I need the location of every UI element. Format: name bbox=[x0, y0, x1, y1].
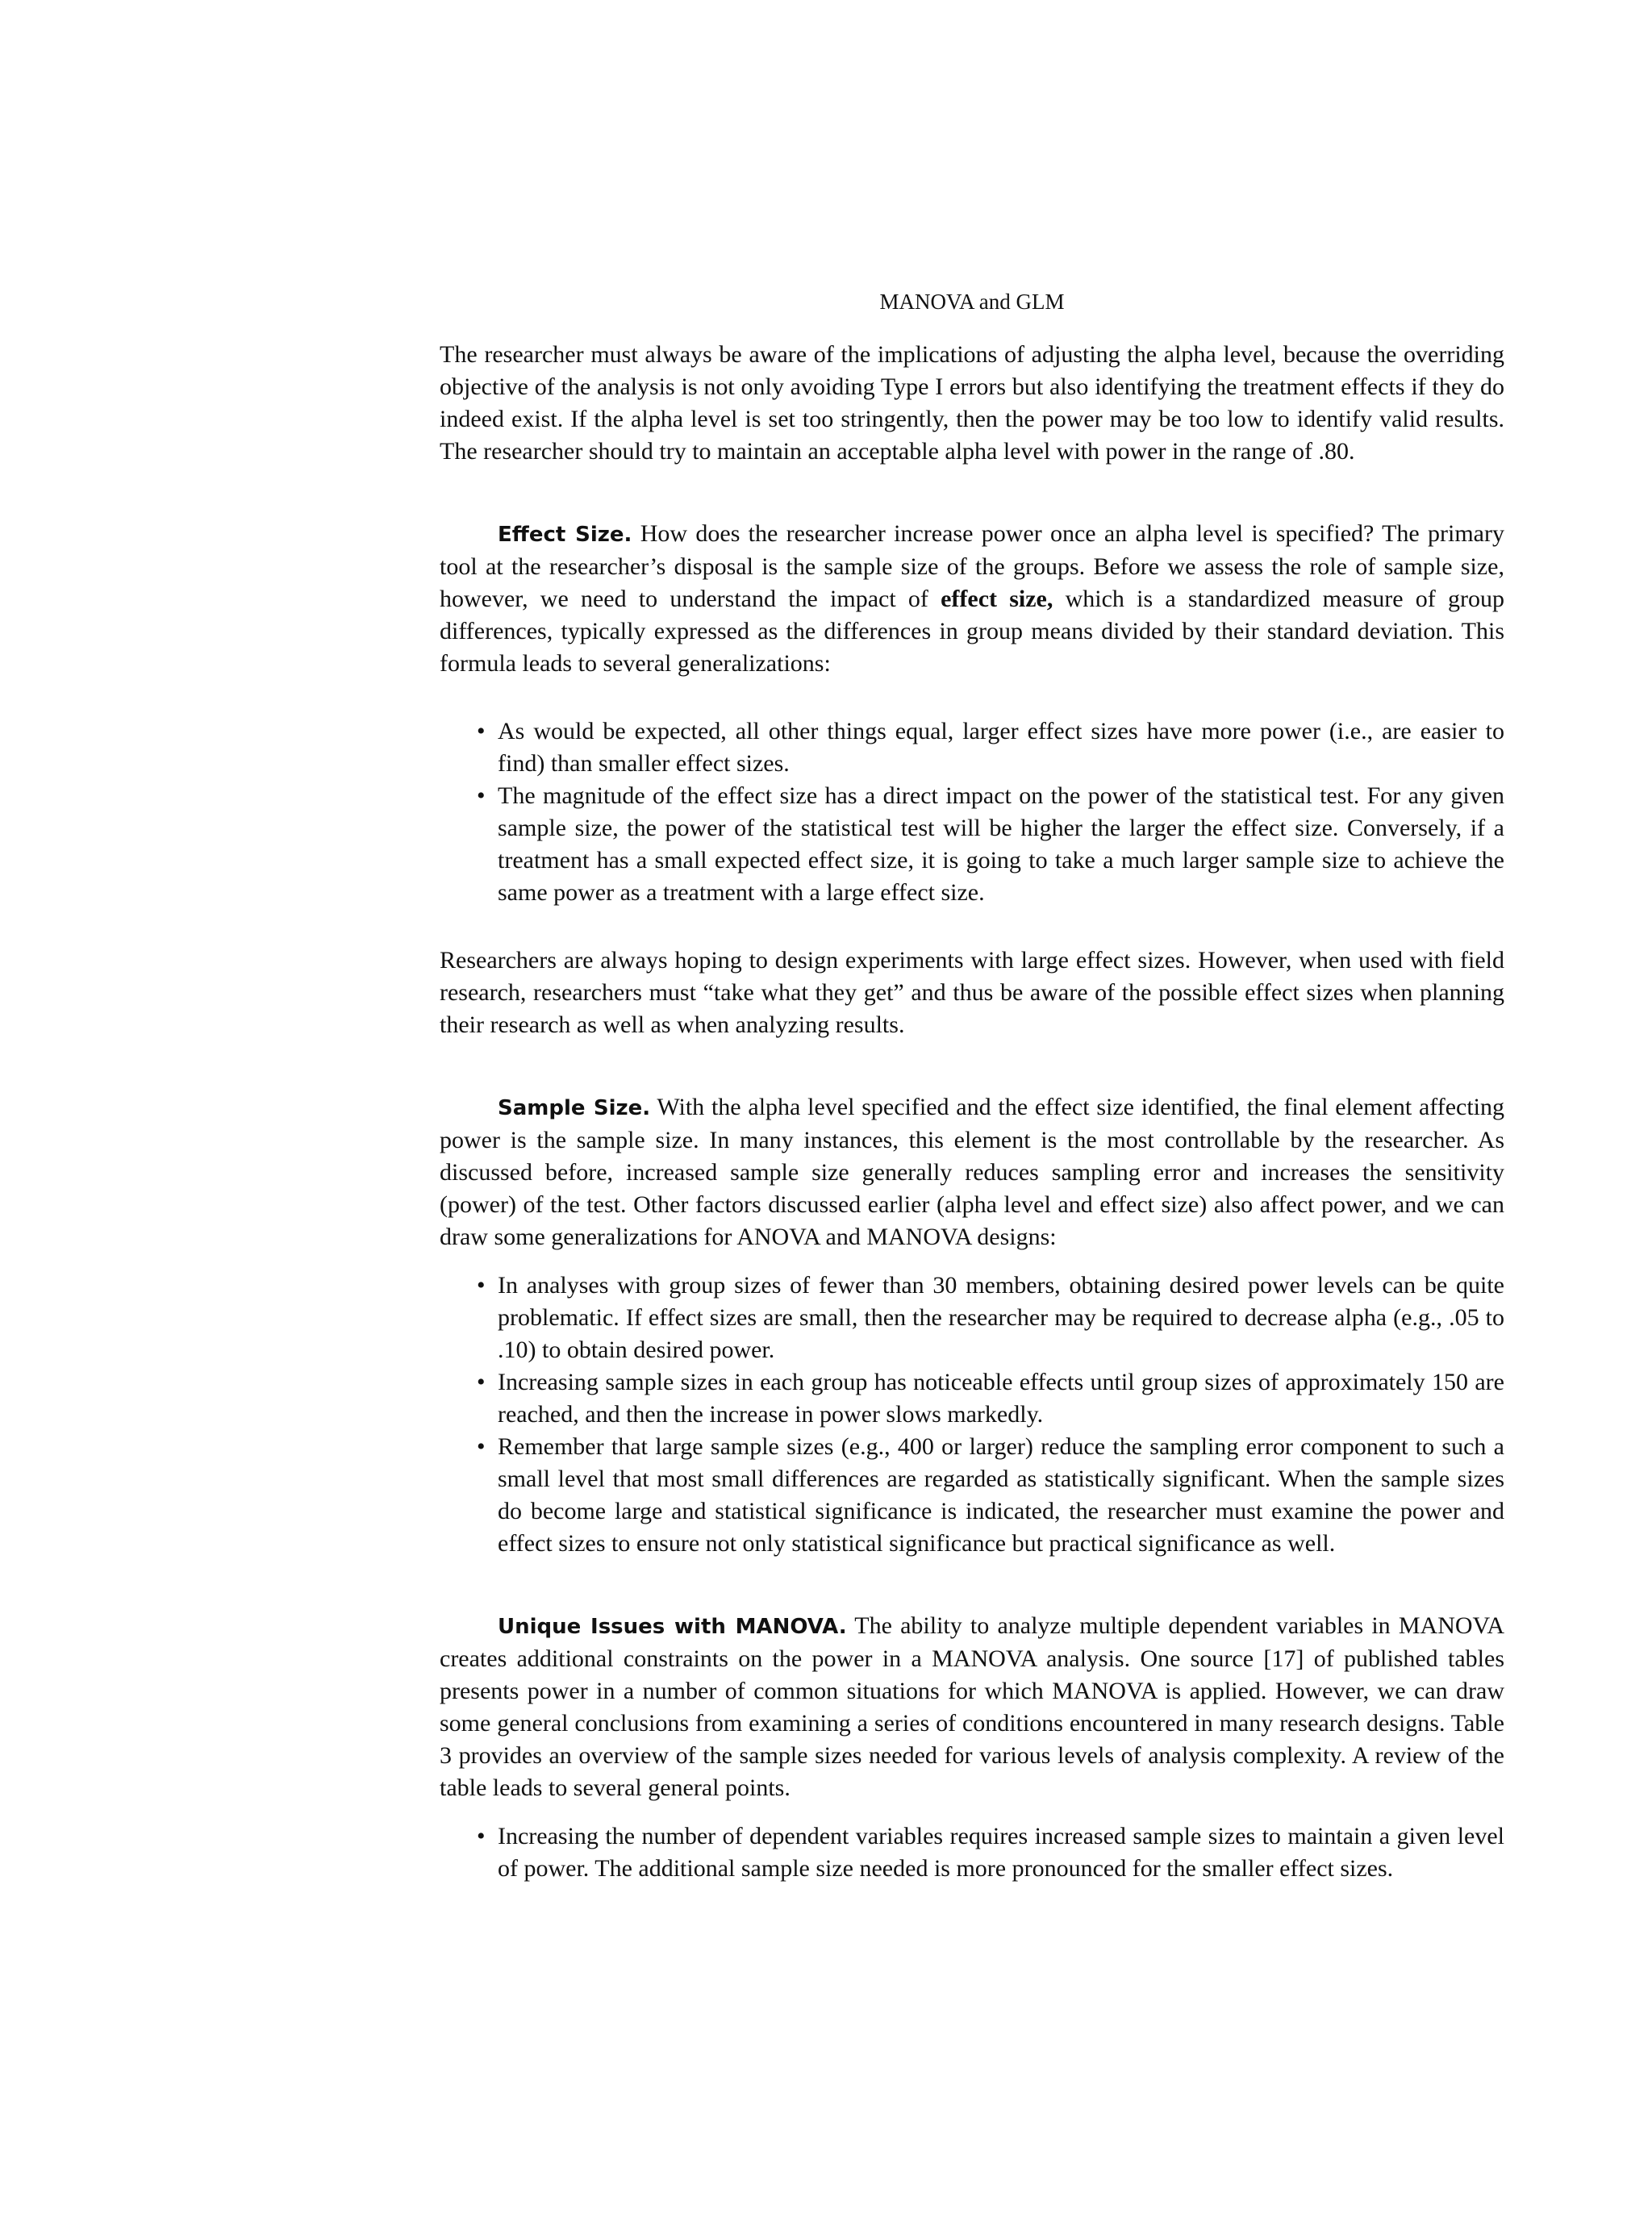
section-heading-unique-issues: Unique Issues with MANOVA. bbox=[498, 1615, 847, 1639]
body-text bbox=[440, 339, 1504, 1885]
list-item-text: As would be expected, all other things equal, larger effect sizes have more power (i.e., are easier to find) than smaller effect sizes. bbox=[498, 718, 1504, 777]
paragraph-effect-size bbox=[440, 518, 1504, 680]
sample-size-bullet-list bbox=[440, 1270, 1504, 1560]
sample-size-text: With the alpha level specified and the effect size identified, the final element affecting power is the sample size. In many instances, this element is the most controllable by the researcher. As discussed before, increased sample size generally reduces sampling error and increases the sensitivity (power) of the test. Other factors discussed earlier (alpha level and effect size) also affect power, and we can draw some generalizations for ANOVA and MANOVA designs: bbox=[440, 1094, 1504, 1250]
bullet-icon: • bbox=[477, 1433, 486, 1460]
effect-size-text-b: which is a standardized measure of group differences, typically expressed as the differences in group means divided by their standard deviation. This formula leads to several generalizations: bbox=[440, 586, 1504, 677]
bullet-icon: • bbox=[477, 782, 486, 809]
list-item-text: In analyses with group sizes of fewer than 30 members, obtaining desired power levels can be quite problematic. If effect sizes are small, then the researcher may be required to decrease alpha (e.g., .05 to .10) to obtain desired power. bbox=[498, 1272, 1504, 1363]
list-item-text: Increasing the number of dependent variables requires increased sample sizes to maintain a given level of power. The additional sample size needed is more pronounced for the smaller effect sizes. bbox=[498, 1823, 1504, 1882]
list-item-text: Remember that large sample sizes (e.g., 400 or larger) reduce the sampling error component to such a small level that most small differences are regarded as statistically significant. When the sample sizes do become large and statistical significance is indicated, the researcher must examine the power and effect sizes to ensure not only statistical significance but practical significance as well. bbox=[498, 1433, 1504, 1557]
section-heading-effect-size: Effect Size. bbox=[498, 523, 632, 547]
paragraph-researchers: Researchers are always hoping to design experiments with large effect sizes. However, when used with field research, researchers must “take what they get” and thus be aware of the possible effect sizes when planning their research as well as when analyzing results. bbox=[440, 947, 1504, 1038]
effect-size-bullet-list bbox=[440, 715, 1504, 909]
unique-issues-bullet-list bbox=[440, 1820, 1504, 1885]
list-item bbox=[440, 780, 1504, 909]
bullet-icon: • bbox=[477, 1272, 486, 1299]
list-item-text: Increasing sample sizes in each group has noticeable effects until group sizes of approximately 150 are reached, and then the increase in power slows markedly. bbox=[498, 1369, 1504, 1428]
list-item bbox=[440, 1366, 1504, 1431]
list-item bbox=[440, 1270, 1504, 1366]
effect-size-text-a: How does the researcher increase power once an alpha level is specified? The primary tool at the researcher’s disposal is the sample size of the groups. Before we assess the role of sample size, however, we need to understand the impact of bbox=[440, 520, 1504, 612]
section-heading-sample-size: Sample Size. bbox=[498, 1096, 651, 1120]
list-item bbox=[440, 715, 1504, 780]
paragraph-alpha-level: The researcher must always be aware of the implications of adjusting the alpha level, because the overriding objective of the analysis is not only avoiding Type I errors but also identifying the treatment effects if they do indeed exist. If the alpha level is set too stringently, then the power may be too low to identify valid results. The researcher should try to maintain an acceptable alpha level with power in the range of .80. bbox=[440, 341, 1504, 465]
unique-issues-text: The ability to analyze multiple dependent variables in MANOVA creates additional constraints on the power in a MANOVA analysis. One source [17] of published tables presents power in a number of common situations for which MANOVA is applied. However, we can draw some general conclusions from examining a series of conditions encountered in many research designs. Table 3 provides an overview of the sample sizes needed for various levels of analysis complexity. A review of the table leads to several general points. bbox=[440, 1612, 1504, 1801]
paragraph-sample-size bbox=[440, 1091, 1504, 1253]
paragraph-unique-issues bbox=[440, 1610, 1504, 1804]
list-item-text: The magnitude of the effect size has a direct impact on the power of the statistical test. For any given sample size, the power of the statistical test will be higher the larger the effect size. Conversely, if a treatment has a small expected effect size, it is going to take a much larger sample size to achieve the same power as a treatment with a large effect size. bbox=[498, 782, 1504, 906]
bullet-icon: • bbox=[477, 1823, 486, 1849]
list-item bbox=[440, 1431, 1504, 1560]
running-head: MANOVA and GLM bbox=[879, 290, 1065, 314]
key-term-effect-size: effect size, bbox=[941, 586, 1053, 612]
list-item bbox=[440, 1820, 1504, 1885]
bullet-icon: • bbox=[477, 1369, 486, 1395]
bullet-icon: • bbox=[477, 718, 486, 744]
